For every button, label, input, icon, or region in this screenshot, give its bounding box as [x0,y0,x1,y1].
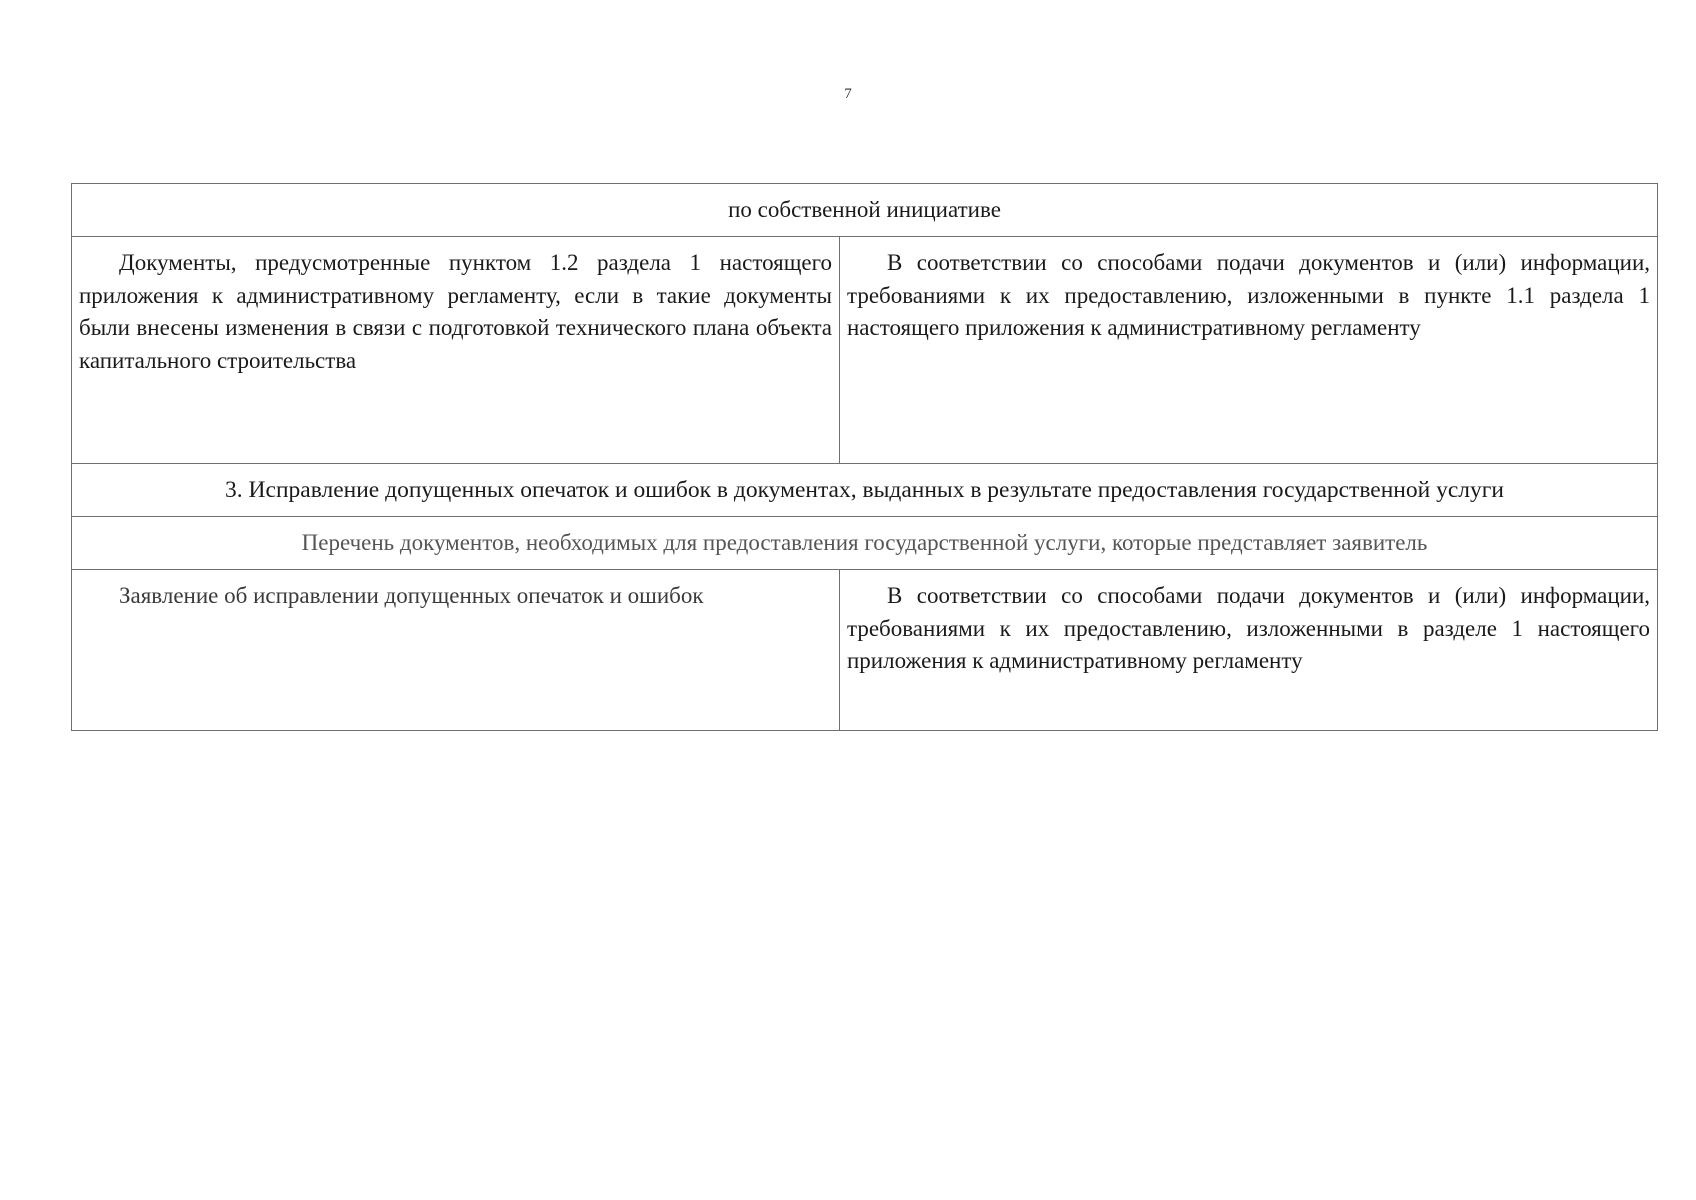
table-row-documents [72,237,1658,464]
correction-right-cell: В соответствии со способами подачи документов и (или) информации, требованиями к их предоставлению, изложенными в разделе 1 настоящего приложения к административному регламенту [840,570,1658,731]
table-row-section-3-heading [72,464,1658,517]
documents-right-cell: В соответствии со способами подачи документов и (или) информации, требованиями к их предоставлению, изложенными в пункте 1.1 раздела 1 настоящего приложения к административному регламенту [840,237,1658,464]
initiative-header-cell: по собственной инициативе [72,184,1658,237]
correction-left-cell: Заявление об исправлении допущенных опечаток и ошибок [72,570,840,731]
documents-left-cell: Документы, предусмотренные пунктом 1.2 раздела 1 настоящего приложения к административному регламенту, если в такие документы были внесены изменения в связи с подготовкой технического плана объекта капитального строительства [72,237,840,464]
section-3-heading-cell [72,464,1658,517]
table-row-initiative-header [72,184,1658,237]
page-number: 7 [844,86,852,102]
section-3-heading-text: 3. Исправление допущенных опечаток и ошибок в документах, выданных в результате предоставления государственной услуги [225,476,1504,503]
documents-list-header-cell: Перечень документов, необходимых для предоставления государственной услуги, которые представляет заявитель [72,517,1658,570]
documents-table [71,183,1658,731]
table-row-documents-list-header [72,517,1658,570]
table-row-correction-request [72,570,1658,731]
